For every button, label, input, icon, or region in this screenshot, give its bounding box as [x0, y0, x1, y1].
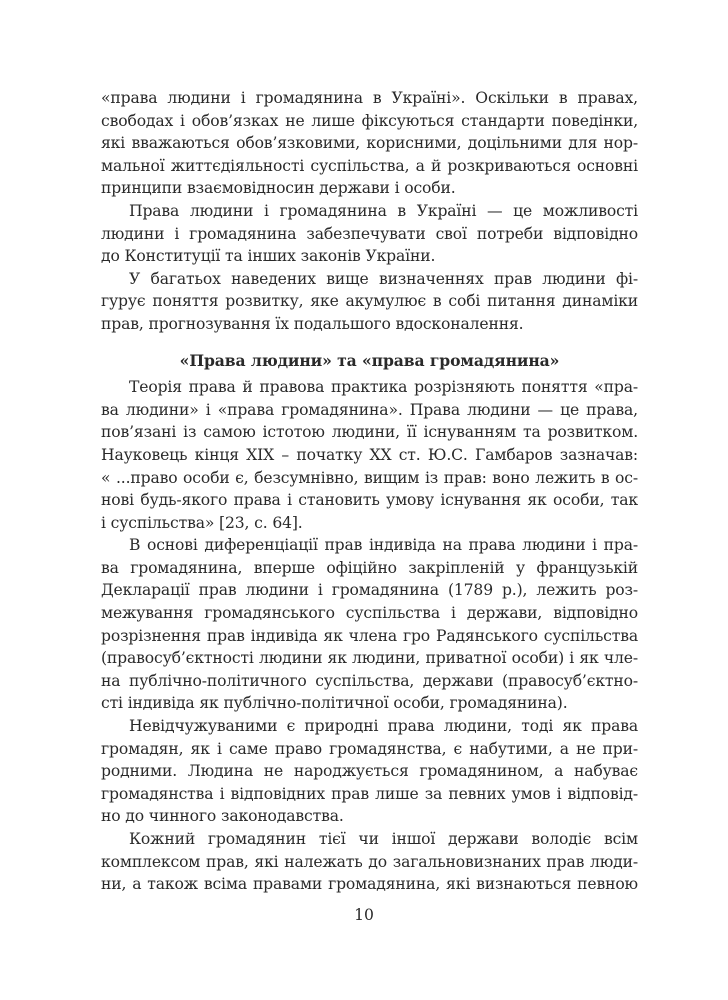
text-line: громадян, як і саме право громадянства, є набутими, а не при- [101, 739, 638, 758]
text-section-before-heading [101, 87, 638, 336]
paragraph [101, 715, 638, 828]
text-line: до Конституції та інших законів України. [101, 247, 436, 266]
paragraph [101, 828, 638, 896]
paragraph [101, 200, 638, 268]
text-line: прав, прогнозування їх подальшого вдосконалення. [101, 314, 524, 333]
text-line: (правосуб’єктності людини як людини, приватної особи) і як чле- [101, 649, 638, 668]
text-line: людини і громадянина забезпечувати свої потреби відповідно [101, 224, 638, 243]
text-line: «права людини і громадянина в Україні». Оскільки в правах, [101, 89, 638, 107]
page-body [101, 87, 638, 896]
text-line: межування громадянського суспільства і держави, відповідно [101, 604, 638, 623]
text-line: « ...право особи є, безсумнівно, вищим із прав: воно лежить в ос- [101, 468, 638, 487]
text-line: В основі диференціації прав індивіда на права людини і пра- [129, 536, 638, 555]
text-line: Права людини і громадянина в Україні — це можливості [129, 201, 638, 220]
text-line: Теорія права й правова практика розрізняють поняття «пра- [129, 378, 638, 397]
text-line: ва громадянина, вперше офіційно закріпленій у французькій [101, 558, 638, 577]
text-line: У багатьох наведених вище визначеннях прав людини фі- [129, 269, 638, 288]
text-line: розрізнення прав індивіда як члена гро Радянського суспільства [101, 626, 638, 645]
text-line: сті індивіда як публічно-політичної особи, громадянина). [101, 694, 568, 713]
text-line: принципи взаємовідносин держави і особи. [101, 179, 456, 198]
text-line: мальної життєдіяльності суспільства, а й розкриваються основні [101, 156, 638, 175]
text-line: ни, а також всіма правами громадянина, які визнаються певною [101, 875, 638, 894]
section-heading: «Права людини» та «права громадянина» [179, 350, 560, 370]
paragraph [101, 534, 638, 715]
paragraph [101, 87, 638, 200]
text-line: пов’язані із самою істотою людини, її існуванням та розвитком. [101, 423, 638, 442]
paragraph [101, 376, 638, 534]
text-line: Декларації прав людини і громадянина (1789 р.), лежить роз- [101, 581, 638, 600]
text-section-after-heading [101, 376, 638, 896]
text-line: нові будь-якого права і становить умову існування як особи, так [101, 491, 638, 510]
page-number: 10 [354, 906, 374, 924]
text-line: свободах і обов’язках не лише фіксуються стандарти поведінки, [101, 111, 638, 130]
text-line: громадянства і відповідних прав лише за певних умов і відповід- [101, 784, 638, 803]
text-line: Кожний громадянин тієї чи іншої держави володіє всім [129, 830, 638, 848]
text-line: родними. Людина не народжується громадянином, а набуває [101, 762, 638, 781]
text-line: гурує поняття розвитку, яке акумулює в собі питання динаміки [101, 292, 638, 311]
text-line: Науковець кінця XIX – початку XX ст. Ю.С. Гамбаров зазначав: [101, 445, 638, 464]
text-line: на публічно-політичного суспільства, держави (правосуб’єктно- [101, 671, 638, 690]
text-line: ва людини» і «права громадянина». Права людини — це права, [101, 400, 638, 419]
text-line: і суспільства» [23, с. 64]. [101, 513, 303, 532]
text-line: но до чинного законодавства. [101, 807, 344, 826]
paragraph [101, 268, 638, 336]
text-line: які вважаються обов’язковими, корисними, доцільними для нор- [101, 134, 638, 153]
text-line: Невідчужуваними є природні права людини, тоді як права [129, 717, 638, 736]
text-line: комплексом прав, які належать до загальновизнаних прав люди- [101, 852, 638, 871]
